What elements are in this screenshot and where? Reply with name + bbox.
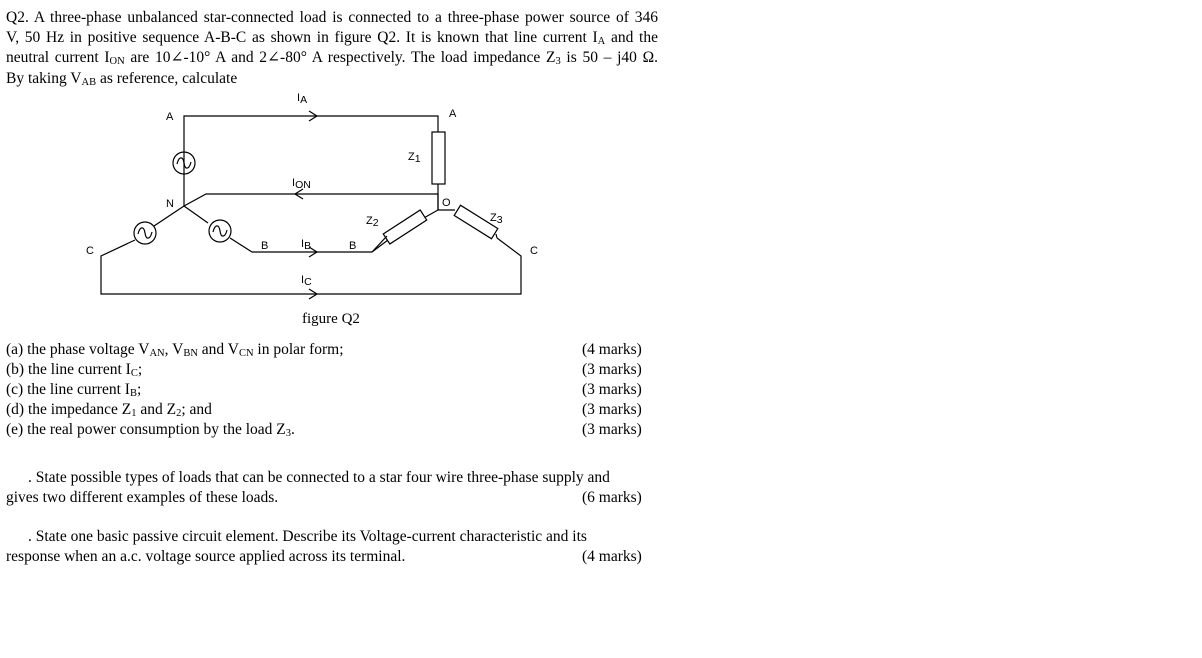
question-passive-marks: (4 marks) — [582, 548, 642, 565]
label-ion: $I_{ON}$ — [292, 177, 311, 191]
label-o: O — [442, 197, 451, 209]
wire-line-a — [184, 116, 438, 163]
question-loads-line-1: . State possible types of loads that can be connected to a star four wire three-phase supply and — [28, 469, 610, 486]
label-ia: $I_A$ — [297, 92, 308, 106]
part-e: (e) the real power consumption by the load $Z_3$. (3 marks) — [6, 421, 642, 439]
part-a-marks: (4 marks) — [582, 341, 642, 358]
question-loads-marks: (6 marks) — [582, 489, 642, 506]
part-e-marks: (3 marks) — [582, 421, 642, 438]
part-d-marks: (3 marks) — [582, 401, 642, 418]
label-c-source: C — [86, 245, 94, 257]
label-ib: $I_B$ — [301, 238, 312, 252]
label-b-load: B — [349, 240, 357, 252]
circuit-diagram — [60, 88, 620, 336]
part-c-marks: (3 marks) — [582, 381, 642, 398]
wire-neutral — [184, 194, 438, 210]
parts-list — [6, 340, 646, 440]
label-a-source: A — [166, 111, 174, 123]
question-loads — [6, 468, 646, 508]
part-b: (b) the line current $I_C$; (3 marks) — [6, 361, 642, 379]
question-line-4: By taking $V_{AB}$ as reference, calculate — [6, 69, 238, 88]
question-loads-line-2: gives two different examples of these loads. — [6, 489, 279, 506]
impedance-z1 — [432, 132, 445, 184]
question-line-1: Q2. A three-phase unbalanced star-connected load is connected to a three-phase power source of 346 — [6, 9, 658, 26]
label-z1: $Z_1$ — [408, 151, 421, 165]
label-n: N — [166, 198, 174, 210]
question-passive-line-2: response when an a.c. voltage source applied across its terminal. — [6, 548, 406, 565]
wire-n-to-source-b — [184, 206, 208, 223]
circuit-figure — [60, 88, 620, 336]
label-b-source: B — [261, 240, 269, 252]
part-b-marks: (3 marks) — [582, 361, 642, 378]
label-z3: $Z_3$ — [490, 212, 503, 226]
label-a-load: A — [449, 108, 457, 120]
part-a: (a) the phase voltage $V_{AN}$, $V_{BN}$ and $V_{CN}$ in polar form; (4 marks) — [6, 341, 642, 359]
question-line-2: V, 50 Hz in positive sequence A-B-C as shown in figure Q2. It is known that line current $I_A$ and the — [6, 29, 658, 48]
impedance-z2 — [383, 210, 426, 244]
figure-caption: figure Q2 — [302, 311, 360, 327]
label-c-load: C — [530, 245, 538, 257]
label-ic: $I_C$ — [301, 274, 312, 288]
part-c: (c) the line current $I_B$; (3 marks) — [6, 381, 642, 399]
label-z2: $Z_2$ — [366, 215, 379, 229]
question-passive-element — [6, 527, 646, 567]
question-paragraph — [6, 8, 658, 89]
question-line-3: neutral current $I_{ON}$ are 10∠-10° A and 2∠-80° A respectively. The load impedance $Z_3$ is 50 – j40 Ω. — [6, 49, 658, 68]
question-passive-line-1: . State one basic passive circuit element. Describe its Voltage-current characteristic and its — [28, 528, 587, 545]
part-d: (d) the impedance $Z_1$ and $Z_2$; and (3 marks) — [6, 401, 642, 419]
